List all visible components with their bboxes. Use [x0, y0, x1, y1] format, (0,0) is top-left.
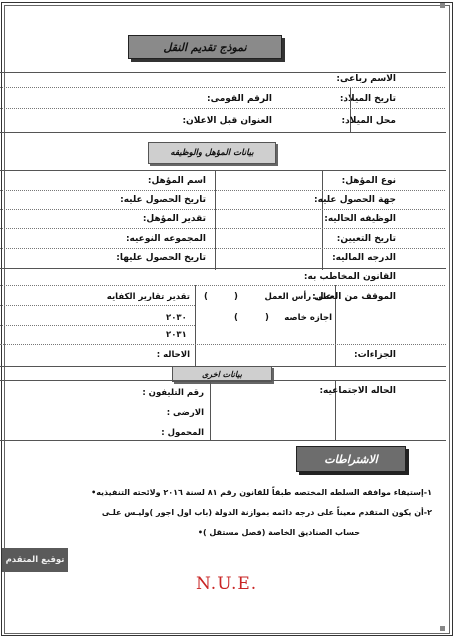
- row-line: [0, 190, 445, 191]
- term-2: ٢-أن يكون المتقدم معيناً على درجه دائمه بموازنة الدولة (باب اول اجور )وليـس علـى: [101, 508, 432, 517]
- paren-close: ): [234, 313, 238, 323]
- label-qual-type: نوع المؤهل:: [341, 176, 396, 186]
- divider: [0, 440, 446, 441]
- section-qualification: بيانات المؤهل والوظيفه: [148, 142, 276, 164]
- label-status: الموقف من العمل:: [312, 292, 396, 302]
- col-divider: [215, 170, 216, 270]
- col-divider: [322, 170, 323, 270]
- term-1: ١-إستيفاء موافقه السلطه المختصه طبقاً للقانون رقم ٨١ لسنة ٢٠١٦ ولائحته التنفيذيه•: [91, 488, 432, 497]
- label-national-id: الرقم القومى:: [206, 94, 272, 104]
- label-qual-source: جهة الحصول عليه:: [314, 195, 396, 205]
- divider: [0, 170, 446, 171]
- section-terms: الاشتراطات: [296, 446, 406, 472]
- stamp-text: N.U.E.: [196, 574, 258, 594]
- row-line: [0, 305, 195, 306]
- divider: [0, 380, 446, 381]
- row-line: [0, 325, 195, 326]
- label-appoint-date: تاريخ التعيين:: [336, 234, 396, 244]
- paren-open: (: [234, 292, 238, 302]
- signature-label: توقيع المتقدم: [2, 548, 68, 572]
- row-line: [0, 108, 445, 109]
- label-referral: الاحاله :: [156, 350, 190, 360]
- name-line: [0, 87, 445, 88]
- corner-mark: [440, 3, 445, 8]
- label-address: العنوان قبل الاعلان:: [182, 116, 272, 126]
- term-3: حساب الصناديق الخاصة (فصل مستقل )•: [197, 528, 360, 537]
- year-2: ٢٠٣١: [166, 330, 187, 340]
- col-divider: [195, 285, 196, 367]
- divider: [0, 268, 446, 269]
- label-efficiency: تقدير تقارير الكفايه: [106, 292, 190, 302]
- paren-open: (: [265, 313, 269, 323]
- label-phone: رقم التليفون :: [142, 388, 204, 398]
- row-line: [0, 248, 445, 249]
- divider: [0, 72, 446, 73]
- label-name: الاسم رباعى:: [336, 74, 396, 84]
- section-other: بيانات اخرى: [172, 366, 272, 382]
- paren-close: ): [204, 292, 208, 302]
- row-line: [0, 209, 445, 210]
- row-line: [0, 285, 445, 286]
- divider: [0, 132, 446, 133]
- corner-mark: [440, 626, 445, 631]
- label-birth-date: تاريخ الميلاد:: [339, 94, 396, 104]
- label-level-date: تاريخ الحصول عليها:: [116, 253, 206, 263]
- label-job: الوظيفه الحاليه:: [324, 214, 396, 224]
- label-mobile: المحمول :: [161, 428, 204, 438]
- label-qual-date: تاريخ الحصول عليه:: [120, 195, 206, 205]
- form-title: نموذج تقديم النقل: [128, 35, 282, 59]
- label-landline: الارضى :: [166, 408, 204, 418]
- option-special-leave: اجازه خاصه: [284, 313, 332, 323]
- col-divider: [210, 380, 211, 440]
- label-grade: تقدير المؤهل:: [142, 214, 206, 224]
- label-level: الدرجه الماليه:: [332, 253, 396, 263]
- label-qual-name: اسم المؤهل:: [147, 176, 206, 186]
- option-on-duty: على رأس العمل: [264, 292, 332, 302]
- year-1: ٢٠٣٠: [166, 313, 187, 323]
- row-line: [0, 344, 446, 345]
- row-line: [0, 228, 445, 229]
- label-group: المجموعه النوعيه:: [125, 234, 206, 244]
- label-social: الحاله الاجتماعيه:: [319, 386, 396, 396]
- label-birth-place: محل الميلاد:: [341, 116, 396, 126]
- label-law: القانون المخاطب به:: [303, 272, 396, 282]
- label-penalties: الجزاءات:: [354, 350, 396, 360]
